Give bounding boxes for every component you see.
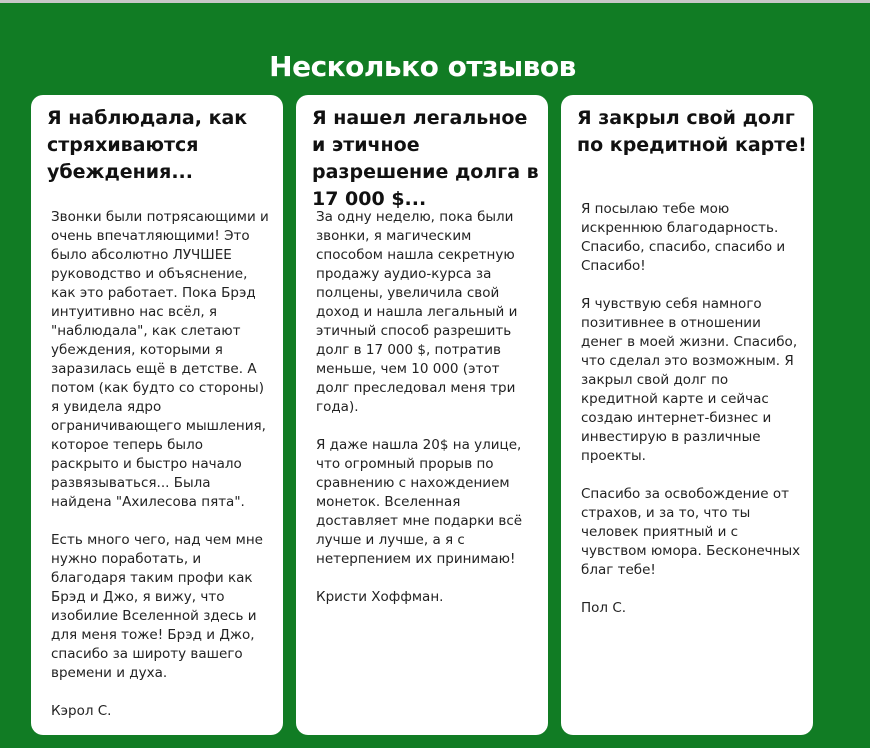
testimonials-section — [0, 3, 870, 748]
review-paragraph: Спасибо за освобождение от страхов, и за то, что ты человек приятный и с чувством юмора. Бесконечных благ тебе! — [581, 486, 801, 578]
review-body — [51, 208, 271, 721]
review-card-3 — [561, 95, 813, 735]
review-card-2 — [296, 95, 548, 735]
section-title: Несколько отзывов — [269, 50, 576, 84]
review-paragraph: Есть много чего, над чем мне нужно поработать, и благодаря таким профи как Брэд и Джо, я вижу, что изобилие Вселенной здесь и для меня тоже! Брэд и Джо, спасибо за широту вашего времени и духа. — [51, 532, 263, 681]
review-paragraph: Я даже нашла 20$ на улице, что огромный прорыв по сравнению с нахождением монеток. Вселенная доставляет мне подарки всё лучше и лучше, а я с нетерпением их принимаю! — [316, 437, 523, 567]
review-heading: Я закрыл свой долг по кредитной карте! — [577, 107, 807, 156]
review-body — [316, 208, 536, 607]
review-author: Пол С. — [581, 600, 627, 616]
review-paragraph: За одну неделю, пока были звонки, я магическим способом нашла секретную продажу аудио-курса за полцены, увеличила свой доход и нашла легальный и этичный способ разрешить долг в 17 000 $, потратив меньше, чем 10 000 (этот долг преследовал меня три года). — [316, 209, 518, 415]
review-heading: Я наблюдала, как стряхиваются убеждения... — [47, 107, 248, 183]
review-body — [581, 200, 801, 618]
review-heading: Я нашел легальное и этичное разрешение долга в 17 000 $... — [312, 107, 539, 210]
review-card-1 — [31, 95, 283, 735]
review-paragraph: Я чувствую себя намного позитивнее в отношении денег в моей жизни. Спасибо, что сделал это возможным. Я закрыл свой долг по кредитной карте и сейчас создаю интернет-бизнес и инвестирую в различные проекты. — [581, 296, 798, 464]
review-author: Кэрол С. — [51, 703, 112, 719]
review-author: Кристи Хоффман. — [316, 589, 444, 605]
review-paragraph: Я посылаю тебе мою искреннюю благодарность. Спасибо, спасибо, спасибо и Спасибо! — [581, 201, 786, 274]
review-paragraph: Звонки были потрясающими и очень впечатляющими! Это было абсолютно ЛУЧШЕЕ руководство и объяснение, как это работает. Пока Брэд интуитивно нас всёл, я "наблюдала", как слетают убеждения, которыми я заразилась ещё в детстве. А потом (как будто со стороны) я увидела ядро ограничивающего мышления, которое теперь было раскрыто и быстро начало развязываться... Была найдена "Ахилесова пята". — [51, 209, 269, 510]
